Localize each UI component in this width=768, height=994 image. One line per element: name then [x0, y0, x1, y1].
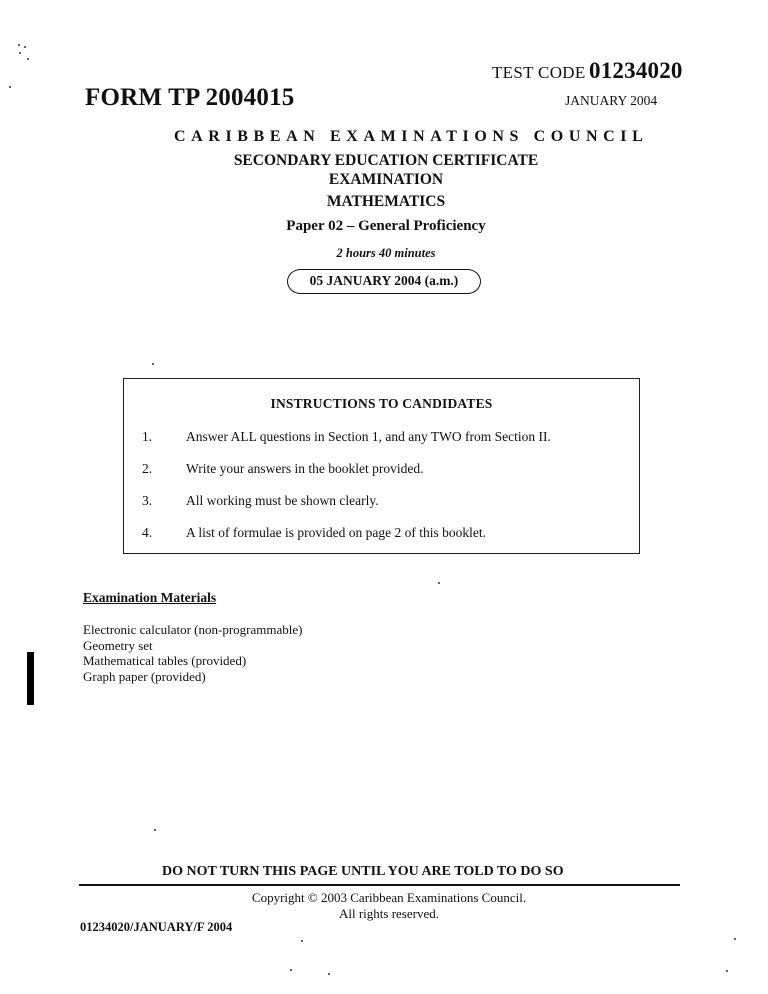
scan-speck — [152, 363, 154, 365]
material-item: Mathematical tables (provided) — [83, 653, 247, 668]
scan-speck — [734, 938, 736, 940]
scan-speck — [27, 58, 29, 60]
instruction-number: 2. — [142, 461, 153, 476]
paper-title: Paper 02 – General Proficiency — [286, 218, 486, 234]
instruction-item — [142, 429, 632, 445]
scan-speck — [154, 829, 156, 831]
materials-heading: Examination Materials — [83, 590, 217, 605]
instruction-text: Write your answers in the booklet provided. — [186, 461, 424, 476]
material-item: Graph paper (provided) — [83, 668, 206, 684]
test-code-value: 01234020 — [589, 58, 683, 83]
copyright-notice — [200, 890, 578, 922]
scan-speck — [290, 969, 292, 971]
scan-speck — [9, 86, 11, 88]
instruction-number: 1. — [142, 429, 153, 444]
scan-speck — [19, 52, 21, 54]
instructions-title: INSTRUCTIONS TO CANDIDATES — [270, 396, 493, 411]
instruction-number: 3. — [142, 493, 153, 508]
scan-speck — [24, 46, 26, 48]
materials-list — [83, 622, 302, 684]
material-item: Electronic calculator (non-programmable) — [83, 622, 303, 637]
test-code-label: TEST CODE — [492, 63, 586, 82]
scan-speck — [328, 973, 330, 975]
scan-speck — [301, 940, 303, 942]
do-not-turn-warning: DO NOT TURN THIS PAGE UNTIL YOU ARE TOLD TO DO SO — [162, 864, 564, 879]
scan-speck — [438, 582, 440, 584]
instruction-text: Answer ALL questions in Section 1, and any TWO from Section II. — [186, 429, 551, 444]
instructions-box — [123, 378, 640, 554]
certificate-title — [176, 151, 596, 189]
instruction-number: 4. — [142, 525, 153, 540]
instruction-text: A list of formulae is provided on page 2 of this booklet. — [186, 525, 486, 540]
exam-date-oval: 05 JANUARY 2004 (a.m.) — [287, 269, 481, 294]
instruction-item — [142, 461, 632, 477]
form-code: FORM TP 2004015 — [85, 84, 295, 111]
scan-speck — [18, 44, 20, 46]
footer-divider — [79, 884, 680, 886]
material-item: Geometry set — [83, 637, 153, 653]
test-code — [492, 58, 683, 84]
certificate-line-1: SECONDARY EDUCATION CERTIFICATE — [233, 152, 539, 169]
instruction-item — [142, 493, 632, 509]
exam-duration: 2 hours 40 minutes — [336, 246, 436, 260]
instruction-text: All working must be shown clearly. — [186, 493, 379, 508]
instruction-item — [142, 525, 632, 541]
scan-speck — [726, 970, 728, 972]
scan-artifact-bar — [27, 652, 34, 705]
certificate-line-2: EXAMINATION — [328, 171, 444, 188]
header-date: JANUARY 2004 — [565, 93, 658, 108]
document-code: 01234020/JANUARY/F 2004 — [80, 920, 233, 934]
subject-title: MATHEMATICS — [326, 193, 446, 210]
council-name: CARIBBEAN EXAMINATIONS COUNCIL — [174, 128, 649, 145]
copyright-line-1: Copyright © 2003 Caribbean Examinations Council. — [251, 890, 527, 905]
copyright-line-2: All rights reserved. — [338, 906, 439, 921]
